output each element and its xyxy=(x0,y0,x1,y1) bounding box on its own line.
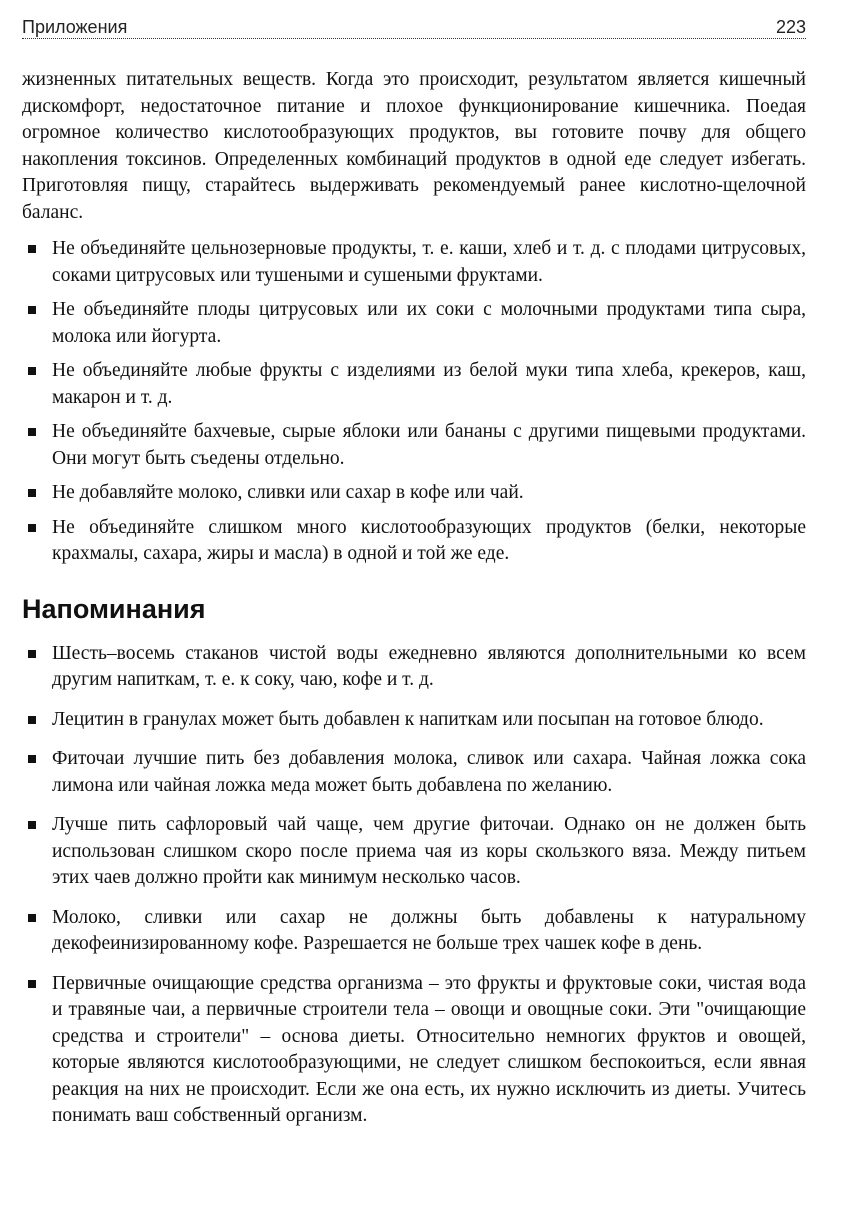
bullet-icon xyxy=(28,489,36,497)
bullet-icon xyxy=(28,367,36,375)
list-item-text: Не объединяйте плоды цитрусовых или их соки с молочными продуктами типа сыра, молока или йогурта. xyxy=(52,299,806,347)
list-item xyxy=(22,358,806,411)
list-item-text: Не объединяйте любые фрукты с изделиями из белой муки типа хлеба, крекеров, каш, макарон и т. д. xyxy=(52,360,806,408)
bullet-icon xyxy=(28,306,36,314)
bullet-icon xyxy=(28,914,36,922)
bullet-icon xyxy=(28,650,36,658)
running-header xyxy=(22,8,806,39)
list-item-text: Лецитин в гранулах может быть добавлен к напиткам или посыпан на готовое блюдо. xyxy=(52,708,764,730)
bullet-icon xyxy=(28,245,36,253)
list-item xyxy=(22,905,806,958)
list-item xyxy=(22,812,806,892)
list-item-text: Не объединяйте цельнозерновые продукты, т. е. каши, хлеб и т. д. с плодами цитрусовых, соками цитрусовых или тушеными и сушеными фруктами. xyxy=(52,238,806,286)
list-item-text: Шесть–восемь стаканов чистой воды ежедневно являются дополнительными ко всем другим напиткам, т. е. к соку, чаю, кофе и т. д. xyxy=(52,642,806,690)
list-item xyxy=(22,236,806,289)
list-item xyxy=(22,297,806,350)
list-item-text: Молоко, сливки или сахар не должны быть добавлены к натуральному декофеинизированному кофе. Разрешается не больше трех чашек кофе в день. xyxy=(52,906,806,954)
bullet-icon xyxy=(28,821,36,829)
page-number: 223 xyxy=(775,17,806,37)
list-item-text: Лучше пить сафлоровый чай чаще, чем другие фиточаи. Однако он не должен быть использован слишком скоро после приема чая из коры скользкого вяза. Между питьем этих чаев должно пройти как минимум несколько часов. xyxy=(52,814,806,888)
list-item xyxy=(22,971,806,1130)
list-item-text: Не объединяйте бахчевые, сырые яблоки или бананы с другими пищевыми продуктами. Они могут быть съедены отдельно. xyxy=(52,421,806,469)
bullet-icon xyxy=(28,524,36,532)
section-heading-reminders: Напоминания xyxy=(22,593,206,624)
bullet-icon xyxy=(28,428,36,436)
list-item xyxy=(22,641,806,694)
list-item xyxy=(22,480,806,507)
combination-rules-list xyxy=(22,236,806,568)
reminders-list xyxy=(22,641,806,1130)
list-item xyxy=(22,419,806,472)
list-item xyxy=(22,746,806,799)
bullet-icon xyxy=(28,755,36,763)
list-item xyxy=(22,707,806,734)
list-item-text: Первичные очищающие средства организма – это фрукты и фруктовые соки, чистая вода и травяные чаи, а первичные строители тела – овощи и овощные соки. Эти "очищающие средства и строители" – основа диеты. Относительно немногих фруктов и овощей, которые являются кислотообразующими, не следует слишком беспокоиться, если явная реакция на них не происходит. Если же она есть, их нужно исключить из диеты. Учитесь понимать ваш собственный организм. xyxy=(52,972,806,1126)
bullet-icon xyxy=(28,716,36,724)
book-page xyxy=(22,8,806,1143)
list-item xyxy=(22,515,806,568)
list-item-text: Не объединяйте слишком много кислотообразующих продуктов (белки, некоторые крахмалы, сахара, жиры и масла) в одной и той же еде. xyxy=(52,516,806,564)
list-item-text: Не добавляйте молоко, сливки или сахар в кофе или чай. xyxy=(52,482,524,503)
bullet-icon xyxy=(28,980,36,988)
list-item-text: Фиточаи лучшие пить без добавления молока, сливок или сахара. Чайная ложка сока лимона или чайная ложка меда может быть добавлена по желанию. xyxy=(52,748,806,796)
running-header-title: Приложения xyxy=(22,17,128,37)
intro-paragraph: жизненных питательных веществ. Когда это происходит, результатом является кишечный дискомфорт, недостаточное питание и плохое функционирование кишечника. Поедая огромное количество кислотообразующих продуктов, вы готовите почву для общего накопления токсинов. Определенных комбинаций продуктов в одной еде следует избегать. Приготовляя пищу, старайтесь выдерживать рекомендуемый ранее кислотно-щелочной баланс. xyxy=(22,69,806,223)
